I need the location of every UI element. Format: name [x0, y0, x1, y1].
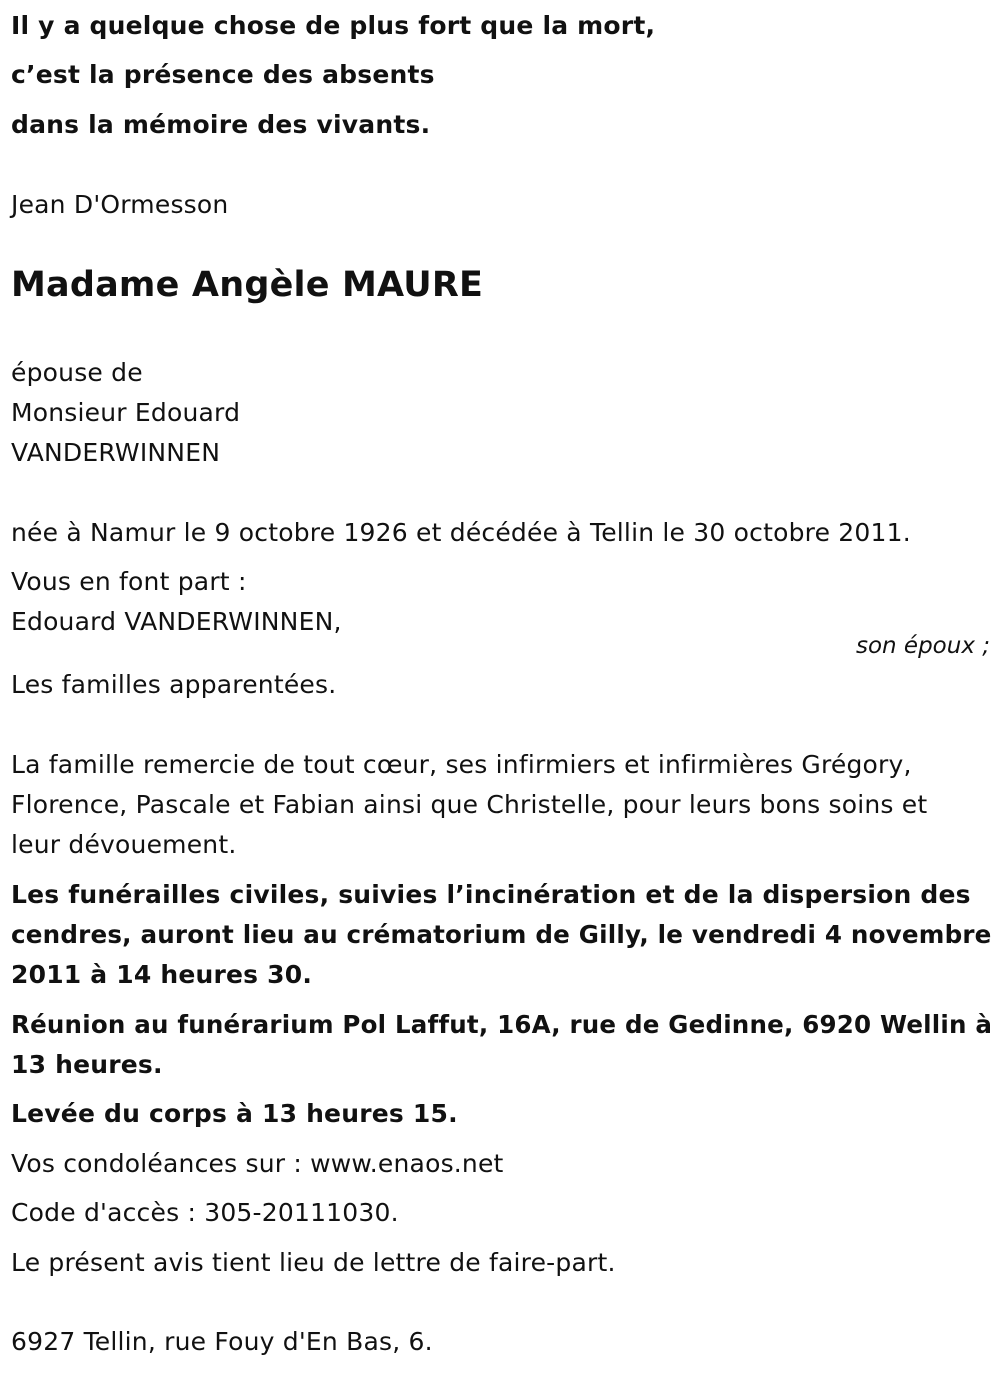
body-removal: Levée du corps à 13 heures 15.	[11, 1099, 458, 1128]
spouse-line-3: VANDERWINNEN	[11, 438, 221, 467]
condolences-website: Vos condoléances sur : www.enaos.net	[11, 1149, 504, 1178]
thanks-line-3: leur dévouement.	[11, 830, 237, 859]
birth-death-dates: née à Namur le 9 octobre 1926 et décédée à Tellin le 30 octobre 2011.	[11, 518, 911, 547]
thanks-line-2: Florence, Pascale et Fabian ainsi que Christelle, pour leurs bons soins et	[11, 790, 928, 819]
quote-author: Jean D'Ormesson	[11, 190, 229, 219]
quote-line-2: c’est la présence des absents	[11, 60, 435, 89]
funeral-line-3: 2011 à 14 heures 30.	[11, 960, 313, 989]
family-member-name: Edouard VANDERWINNEN,	[11, 607, 342, 636]
meeting-line-2: 13 heures.	[11, 1050, 163, 1079]
access-code: Code d'accès : 305-20111030.	[11, 1198, 399, 1227]
spouse-line-1: épouse de	[11, 358, 143, 387]
funeral-line-2: cendres, auront lieu au crématorium de Gilly, le vendredi 4 novembre	[11, 920, 992, 949]
announcement-intro: Vous en font part :	[11, 567, 247, 596]
address: 6927 Tellin, rue Fouy d'En Bas, 6.	[11, 1327, 433, 1356]
quote-line-1: Il y a quelque chose de plus fort que la mort,	[11, 11, 656, 40]
thanks-line-1: La famille remercie de tout cœur, ses infirmiers et infirmières Grégory,	[11, 750, 912, 779]
funeral-line-1: Les funérailles civiles, suivies l’incinération et de la dispersion des	[11, 880, 971, 909]
related-families: Les familles apparentées.	[11, 670, 337, 699]
meeting-line-1: Réunion au funérarium Pol Laffut, 16A, rue de Gedinne, 6920 Wellin à	[11, 1010, 993, 1039]
quote-line-3: dans la mémoire des vivants.	[11, 110, 431, 139]
spouse-line-2: Monsieur Edouard	[11, 398, 241, 427]
notice-text: Le présent avis tient lieu de lettre de faire-part.	[11, 1248, 616, 1277]
family-member-relation: son époux ;	[855, 633, 990, 659]
deceased-name: Madame Angèle MAURE	[11, 265, 484, 305]
